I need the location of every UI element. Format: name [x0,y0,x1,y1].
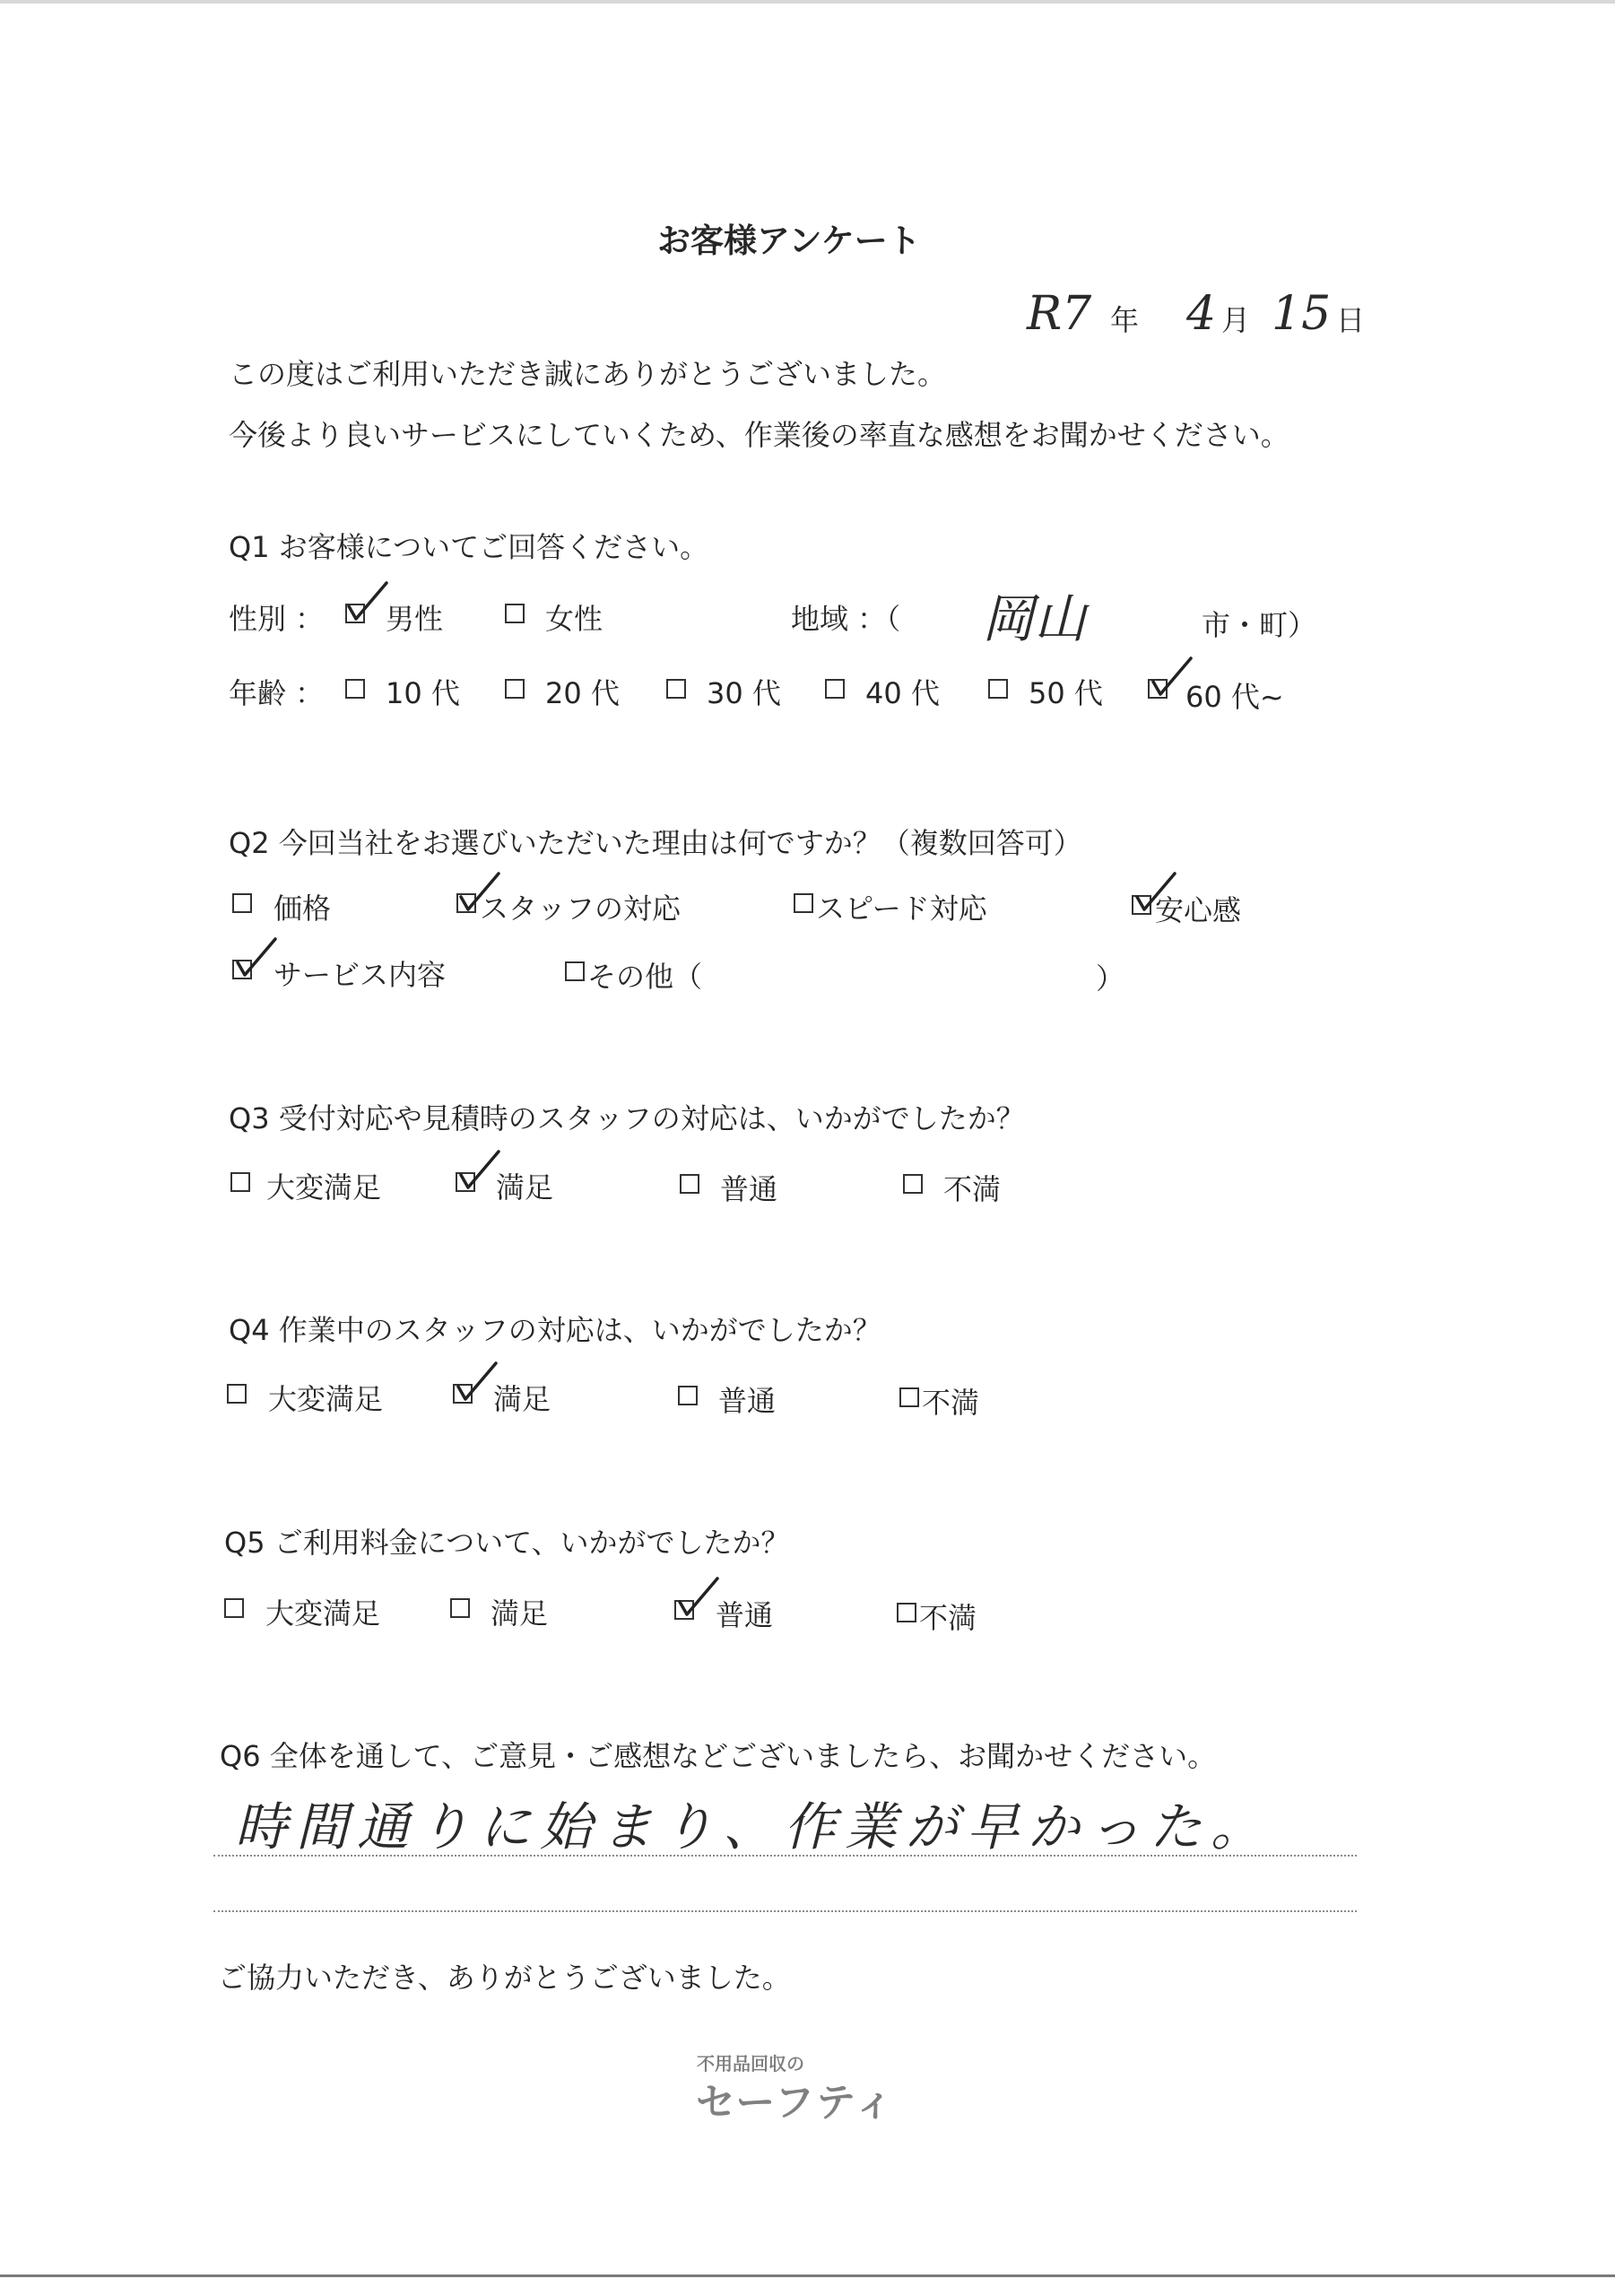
q2-option-peace-of-mind: 安心感 [1155,893,1242,927]
q2-option-service: サービス内容 [274,958,447,992]
check-mark-icon [234,937,279,982]
q2-option-speed: スピード対応 [816,891,987,926]
closing-text: ご協力いただき、ありがとうございました。 [218,1961,791,1995]
answer-line-2 [213,1910,1357,1912]
q2-option-other: その他（ [587,960,703,994]
age-option-60s-plus: 60 代~ [1185,680,1284,714]
q5-option-dissatisfied: 不満 [919,1601,977,1635]
checkbox-icon[interactable] [794,893,813,913]
region-label: 地域 ：（ [791,602,901,636]
checkbox-icon[interactable] [224,1598,244,1618]
gender-option-female: 女性 [545,602,603,636]
q4-label: Q4 作業中のスタッフの対応は、いかがでしたか？ [229,1313,881,1347]
logo-wordmark: セーフティ [696,2080,896,2126]
q3-option-satisfied: 満足 [496,1170,554,1205]
q4-option-dissatisfied: 不満 [922,1386,980,1420]
answer-line-1 [213,1855,1357,1857]
checkbox-icon[interactable] [505,604,525,623]
date-era-year: R7 [1027,287,1092,341]
checkbox-icon[interactable] [825,679,845,699]
q4-option-neutral: 普通 [718,1384,777,1418]
scan-top-edge [0,0,1615,4]
q2-label: Q2 今回当社をお選びいただいた理由は何ですか？（複数回答可） [229,826,1082,860]
q5-option-very-satisfied: 大変満足 [265,1596,381,1631]
q3-option-very-satisfied: 大変満足 [266,1170,382,1205]
checkbox-icon[interactable] [680,1174,699,1194]
age-label: 年齢 ： [229,676,325,710]
date-month-label: 月 [1221,303,1251,337]
age-option-10s: 10 代 [386,676,460,710]
check-mark-icon [676,1577,721,1622]
logo-tagline: 不用品回収の [697,2053,804,2074]
q5-label: Q5 ご利用料金について、いかがでしたか？ [224,1526,790,1560]
q3-label: Q3 受付対応や見積時のスタッフの対応は、いかがでしたか？ [229,1101,1025,1135]
q5-option-neutral: 普通 [716,1598,774,1632]
checkbox-icon[interactable] [897,1603,916,1622]
q5-option-satisfied: 満足 [491,1596,549,1631]
gender-label: 性別 ： [229,602,325,636]
checkbox-icon[interactable] [505,679,525,699]
q2-option-staff: スタッフの対応 [480,891,682,926]
checkbox-icon[interactable] [565,961,585,981]
q2-option-price: 価格 [274,891,332,926]
region-suffix: 市・町） [1202,608,1317,642]
page-title: お客様アンケート [657,222,921,260]
checkbox-icon[interactable] [232,893,252,913]
checkbox-icon[interactable] [666,679,686,699]
q4-option-satisfied: 満足 [493,1382,551,1416]
gender-option-male: 男性 [386,602,444,636]
q4-option-very-satisfied: 大変満足 [268,1382,384,1416]
q3-option-neutral: 普通 [720,1172,778,1206]
q6-label: Q6 全体を通して、ご意見・ご感想などございましたら、お聞かせください。 [220,1739,1217,1773]
checkbox-icon[interactable] [450,1598,470,1618]
checkbox-icon[interactable] [903,1174,923,1194]
date-day: 15 [1272,287,1332,341]
checkbox-icon[interactable] [899,1387,919,1407]
region-value: 岡山 [982,588,1087,649]
checkbox-icon[interactable] [227,1384,247,1404]
check-mark-icon [345,581,390,626]
q3-option-dissatisfied: 不満 [943,1172,1002,1206]
date-month: 4 [1186,287,1217,341]
intro-line-2: 今後より良いサービスにしていくため、作業後の率直な感想をお聞かせください。 [229,418,1289,452]
checkbox-icon[interactable] [230,1172,250,1192]
age-option-40s: 40 代 [865,676,940,710]
date-day-label: 日 [1336,303,1366,337]
checkbox-icon[interactable] [345,679,365,699]
date-year-label: 年 [1110,303,1140,337]
age-option-30s: 30 代 [707,676,781,710]
scan-bottom-edge [0,2274,1615,2277]
q2-other-close: ） [1096,961,1125,996]
age-option-20s: 20 代 [545,676,620,710]
checkbox-icon[interactable] [988,679,1008,699]
checkbox-icon[interactable] [678,1386,698,1405]
q1-label: Q1 お客様についてご回答ください。 [229,530,709,564]
q6-answer: 時間通りに始まり、作業が早かった。 [235,1796,1272,1857]
intro-line-1: この度はご利用いただき誠にありがとうございました。 [229,357,947,391]
age-option-50s: 50 代 [1029,676,1103,710]
